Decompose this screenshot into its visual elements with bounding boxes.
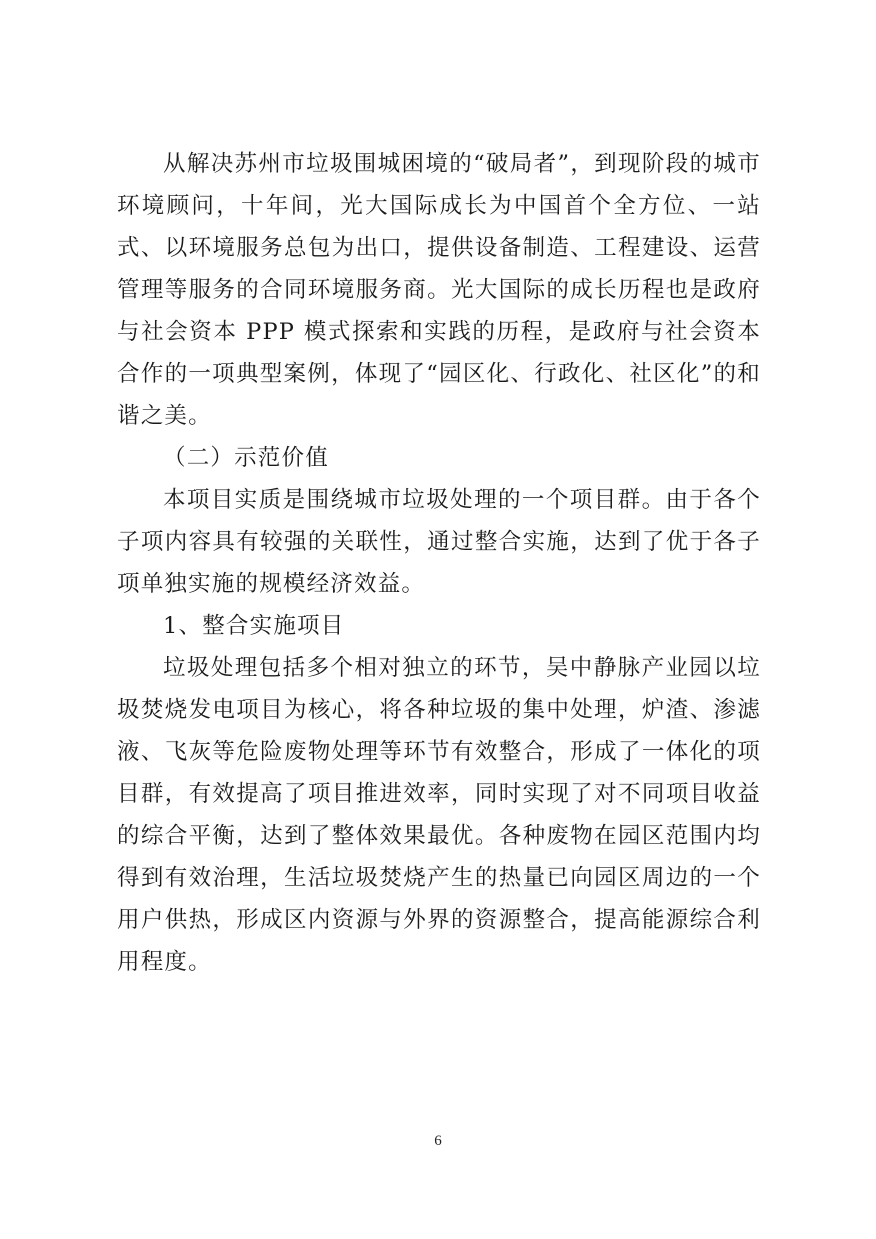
document-body [117,143,761,983]
page-number: 6 [434,1133,442,1149]
subsection-heading-integrated-implementation: 1、整合实施项目 [163,613,345,639]
paragraph-waste-processing: 垃圾处理包括多个相对独立的环节，吴中静脉产业园以垃圾焚烧发电项目为核心，将各种垃圾的集中处理，炉渣、渗滤液、飞灰等危险废物处理等环节有效整合，形成了一体化的项目群，有效提高了项目推进效率，同时实现了对不同项目收益的综合平衡，达到了整体效果最优。各种废物在园区范围内均得到有效治理，生活垃圾焚烧产生的热量已向园区周边的一个用户供热，形成区内资源与外界的资源整合，提高能源综合利用程度。 [117,655,761,975]
paragraph-project-group: 本项目实质是围绕城市垃圾处理的一个项目群。由于各个子项内容具有较强的关联性，通过整合实施，达到了优于各子项单独实施的规模经济效益。 [117,487,761,597]
paragraph-growth-history: 从解决苏州市垃圾围城困境的“破局者”，到现阶段的城市环境顾问，十年间，光大国际成长为中国首个全方位、一站式、以环境服务总包为出口，提供设备制造、工程建设、运营管理等服务的合同环境服务商。光大国际的成长历程也是政府与社会资本 PPP 模式探索和实践的历程，是政府与社会资本合作的一项典型案例，体现了“园区化、行政化、社区化”的和谐之美。 [117,151,761,429]
section-heading-demonstration-value: （二）示范价值 [163,445,329,471]
